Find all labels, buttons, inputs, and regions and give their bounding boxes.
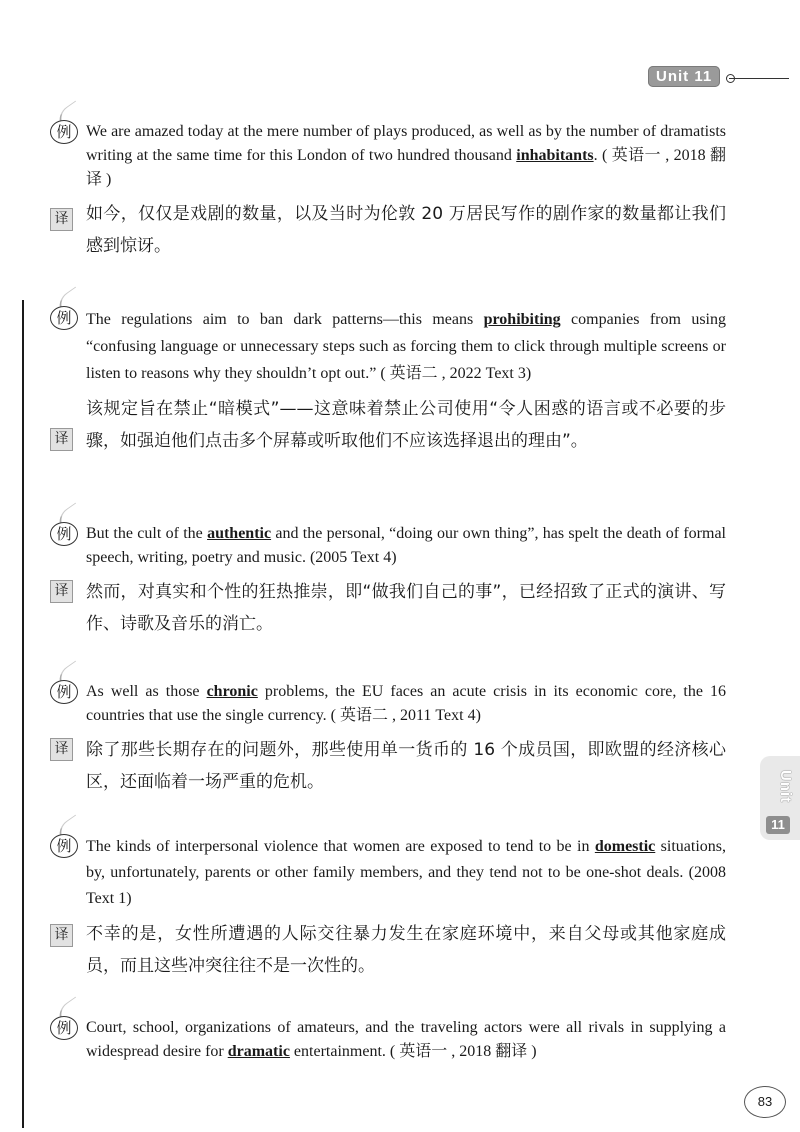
keyword: prohibiting [483, 311, 561, 328]
left-margin-rule [22, 300, 24, 1128]
example-entry-2 [50, 306, 726, 457]
header-rule [729, 78, 789, 79]
example-icon: 例 [50, 834, 78, 858]
unit-header-badge: Unit 11 [648, 66, 720, 87]
keyword: inhabitants [516, 147, 594, 164]
example-sentence: We are amazed today at the mere number of plays produced, as well as by the number of dramatists writing at the same time for this London of two hundred thousand inhabitants. ( 英语一 , 2018 翻译 ) [86, 123, 726, 188]
example-sentence: As well as those chronic problems, the EU faces an acute crisis in its economic core, the 16 countries that use the single currency. ( 英语二 , 2011 Text 4) [86, 683, 726, 724]
keyword: authentic [207, 525, 272, 542]
translation-icon: 译 [50, 428, 73, 451]
example-sentence: The kinds of interpersonal violence that women are exposed to tend to be in domestic situations, by, unfortunately, parents or other family members, and they tend not to be one-shot deals. (2008 Text 1) [86, 838, 726, 907]
example-sentence: Court, school, organizations of amateurs, and the traveling actors were all rivals in supplying a widespread desire for dramatic entertainment. ( 英语一 , 2018 翻译 ) [86, 1019, 726, 1060]
translation-icon: 译 [50, 924, 73, 947]
example-entry-4 [50, 680, 726, 798]
keyword: domestic [594, 838, 656, 855]
translation-text: 如今，仅仅是戏剧的数量，以及当时为伦敦 20 万居民写作的剧作家的数量都让我们感到惊讶。 [86, 204, 726, 256]
translation-text: 然而，对真实和个性的狂热推崇，即“做我们自己的事”，已经招致了正式的演讲、写作、诗歌及音乐的消亡。 [86, 582, 726, 634]
side-tab-number: 11 [766, 816, 790, 834]
keyword: dramatic [227, 1043, 290, 1060]
translation-text: 除了那些长期存在的问题外，那些使用单一货币的 16 个成员国，即欧盟的经济核心区，还面临着一场严重的危机。 [86, 740, 726, 792]
example-icon: 例 [50, 1016, 78, 1040]
example-icon: 例 [50, 120, 78, 144]
example-entry-6 [50, 1016, 726, 1064]
example-entry-3 [50, 522, 726, 640]
translation-icon: 译 [50, 580, 73, 603]
example-icon: 例 [50, 680, 78, 704]
example-icon: 例 [50, 522, 78, 546]
example-entry-5 [50, 834, 726, 982]
keyword: chronic [206, 683, 258, 700]
translation-icon: 译 [50, 208, 73, 231]
example-sentence: But the cult of the authentic and the personal, “doing our own thing”, has spelt the death of formal speech, writing, poetry and music. (2005 Text 4) [86, 525, 727, 566]
translation-icon: 译 [50, 738, 73, 761]
example-sentence: The regulations aim to ban dark patterns—this means prohibiting companies from using “confusing language or unnecessary steps such as forcing them to click through multiple screens or listen to reasons why they shouldn’t opt out.” ( 英语二 , 2022 Text 3) [86, 311, 726, 382]
side-tab-word: Unit [777, 770, 794, 804]
translation-text: 该规定旨在禁止“暗模式”——这意味着禁止公司使用“令人困惑的语言或不必要的步骤，如强迫他们点击多个屏幕或听取他们不应该选择退出的理由”。 [86, 399, 726, 451]
example-icon: 例 [50, 306, 78, 330]
example-entry-1 [50, 120, 726, 262]
translation-text: 不幸的是，女性所遭遇的人际交往暴力发生在家庭环境中，来自父母或其他家庭成员，而且这些冲突往往不是一次性的。 [86, 924, 726, 976]
page-number: 83 [744, 1086, 786, 1118]
